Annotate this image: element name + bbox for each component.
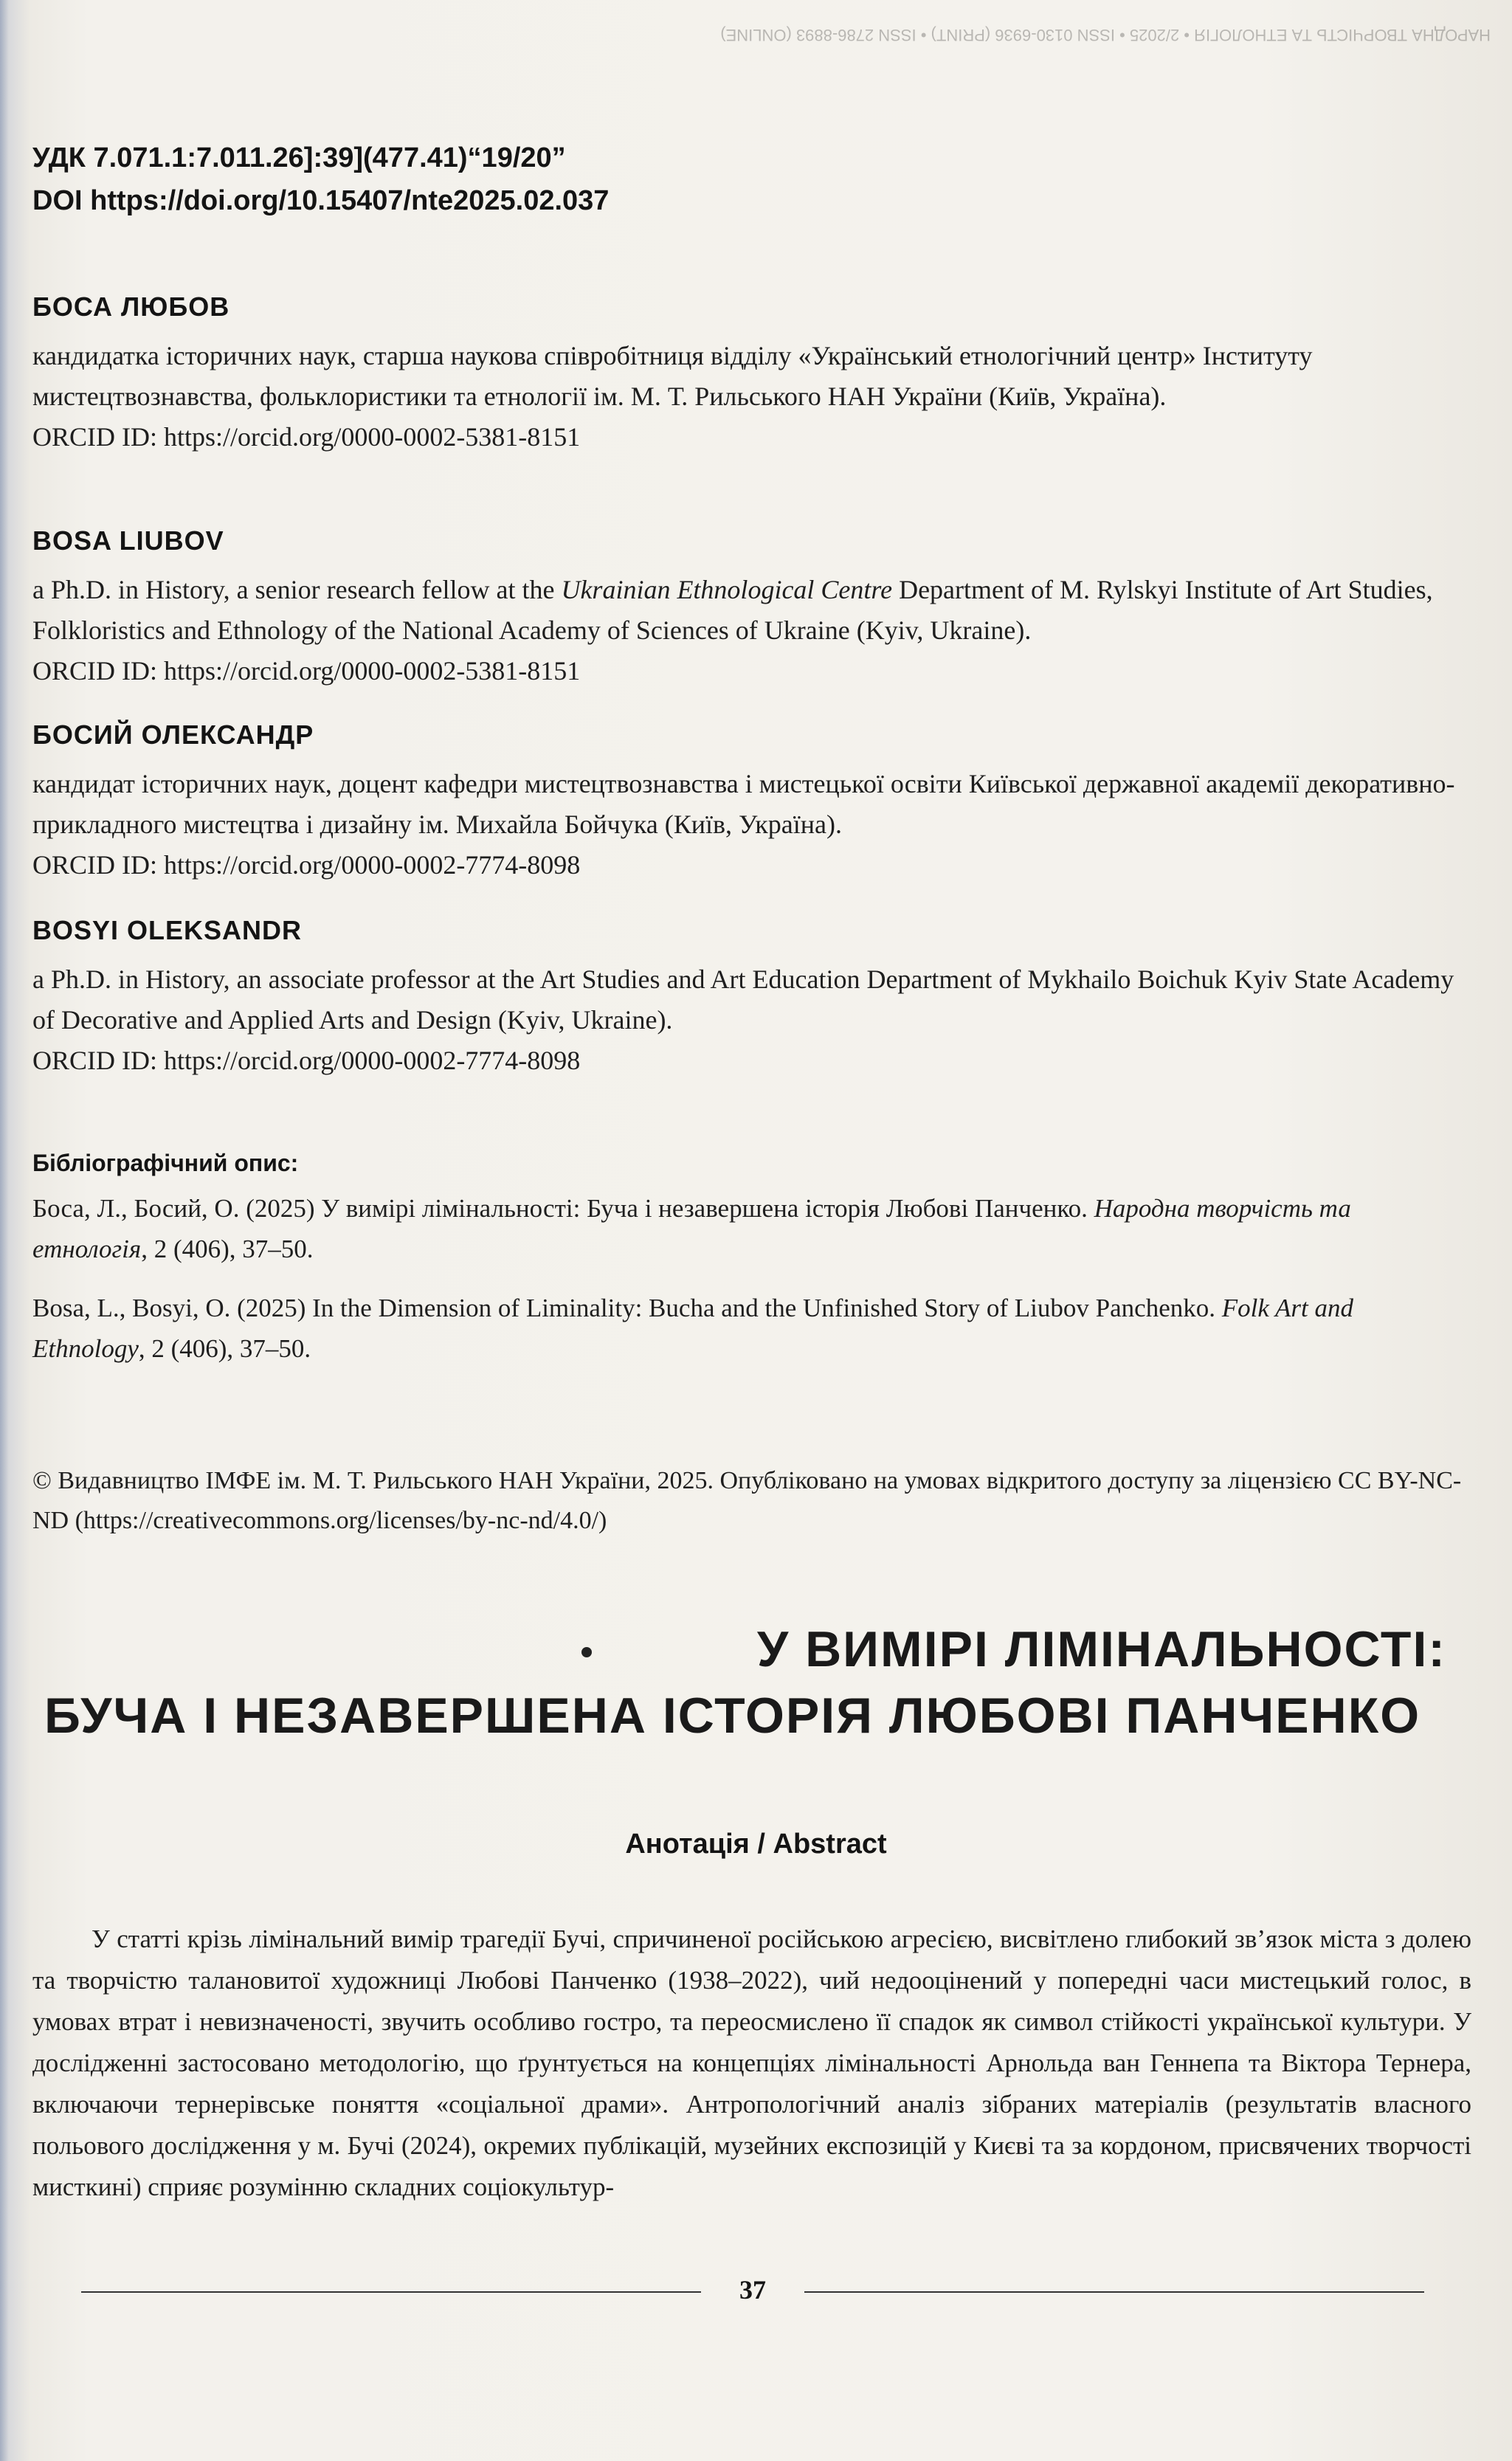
orcid-link[interactable]: ORCID ID: https://orcid.org/0000-0002-5381-8151	[32, 422, 581, 452]
author-name: BOSA LIUBOV	[32, 525, 224, 556]
page-number: 37	[739, 2275, 766, 2305]
footer-rule-left	[81, 2291, 701, 2293]
page-edge-shadow	[0, 0, 30, 2461]
author-block-ua-bosyi	[32, 719, 1471, 886]
doi-link[interactable]: DOI https://doi.org/10.15407/nte2025.02.037	[32, 185, 610, 216]
bibliography-en: Bosa, L., Bosyi, O. (2025) In the Dimension of Liminality: Bucha and the Unfinished Story of Liubov Panchenko. Folk Art and Ethnology, 2 (406), 37–50.	[32, 1294, 1353, 1363]
author-block-ua-bosa	[32, 291, 1471, 458]
orcid-link[interactable]: ORCID ID: https://orcid.org/0000-0002-5381-8151	[32, 656, 581, 686]
article-title	[44, 1616, 1446, 1749]
author-block-en-bosyi	[32, 915, 1471, 1081]
orcid-link[interactable]: ORCID ID: https://orcid.org/0000-0002-7774-8098	[32, 1046, 581, 1075]
abstract-heading: Анотація / Abstract	[625, 1829, 887, 1860]
author-affiliation: a Ph.D. in History, a senior research fellow at the Ukrainian Ethnological Centre Department of M. Rylskyi Institute of Art Studies, Folkloristics and Ethnology of the National Academy of Sciences of Ukraine (Kyiv, Ukraine).	[32, 575, 1433, 645]
abstract-text: У статті крізь лімінальний вимір трагедії Бучі, спричиненої російською агресією, висвітлено глибокий зв’язок міста з долею та творчістю талановитої художниці Любові Панченко (1938–2022), чий недооцінений у попередні часи мистецький голос, в умовах втрат і невизначеності, звучить особливо гостро, та переосмислено її спадок як символ стійкості української культури. У дослідженні застосовано методологію, що ґрунтується на концепціях лімінальності Арнольда ван Геннепа та Віктора Тернера, включаючи тернерівське поняття «соціальної драми». Антропологічний аналіз зібраних матеріалів (результатів власного польового дослідження у м. Бучі (2024), окремих публікацій, музейних експозицій у Києві та за кордоном, присвячених творчості мисткині) сприяє розумінню складних соціокультур-	[32, 1925, 1471, 2201]
author-name: БОСА ЛЮБОВ	[32, 291, 230, 322]
author-affiliation: кандидат історичних наук, доцент кафедри мистецтвознавства і мистецької освіти Київської державної академії декоративно-прикладного мистецтва і дизайну ім. Михайла Бойчука (Київ, Україна).	[32, 769, 1455, 839]
license-notice: © Видавництво ІМФЕ ім. М. Т. Рильського НАН України, 2025. Опубліковано на умовах відкритого доступу за ліцензією CC BY-NC-ND (https://creativecommons.org/licenses/by-nc-nd/4.0/)	[32, 1467, 1462, 1534]
author-name: BOSYI OLEKSANDR	[32, 915, 303, 945]
title-line-1: У ВИМІРІ ЛІМІНАЛЬНОСТІ:	[756, 1621, 1446, 1677]
title-line-2: БУЧА І НЕЗАВЕРШЕНА ІСТОРІЯ ЛЮБОВІ ПАНЧЕНКО	[44, 1688, 1421, 1744]
article-metadata	[32, 137, 1471, 222]
running-head-bleed: НАРОДНА ТВОРЧІСТЬ ТА ЕТНОЛОГІЯ • 2/2025 • ISSN 0130-6936 (PRINT) • ISSN 2786-8893 (ONLINE)	[720, 26, 1491, 44]
footer-rule-right	[804, 2291, 1424, 2293]
udc-code: УДК 7.071.1:7.011.26]:39](477.41)“19/20”	[32, 142, 566, 173]
author-block-en-bosa	[32, 525, 1471, 691]
author-affiliation: a Ph.D. in History, an associate professor at the Art Studies and Art Education Department of Mykhailo Boichuk Kyiv State Academy of Decorative and Applied Arts and Design (Kyiv, Ukraine).	[32, 964, 1454, 1035]
orcid-link[interactable]: ORCID ID: https://orcid.org/0000-0002-7774-8098	[32, 850, 581, 880]
bibliography-ua: Боса, Л., Босий, О. (2025) У вимірі лімінальності: Буча і незавершена історія Любові Панченко. Народна творчість та етнологія, 2 (406), 37–50.	[32, 1194, 1351, 1263]
bibliography-title: Бібліографічний опис:	[32, 1150, 299, 1176]
author-name: БОСИЙ ОЛЕКСАНДР	[32, 719, 314, 750]
author-affiliation: кандидатка історичних наук, старша наукова співробітниця відділу «Український етнологічний центр» Інституту мистецтвознавства, фольклористики та етнології ім. М. Т. Рильського НАН України (Київ, Україна).	[32, 341, 1313, 411]
